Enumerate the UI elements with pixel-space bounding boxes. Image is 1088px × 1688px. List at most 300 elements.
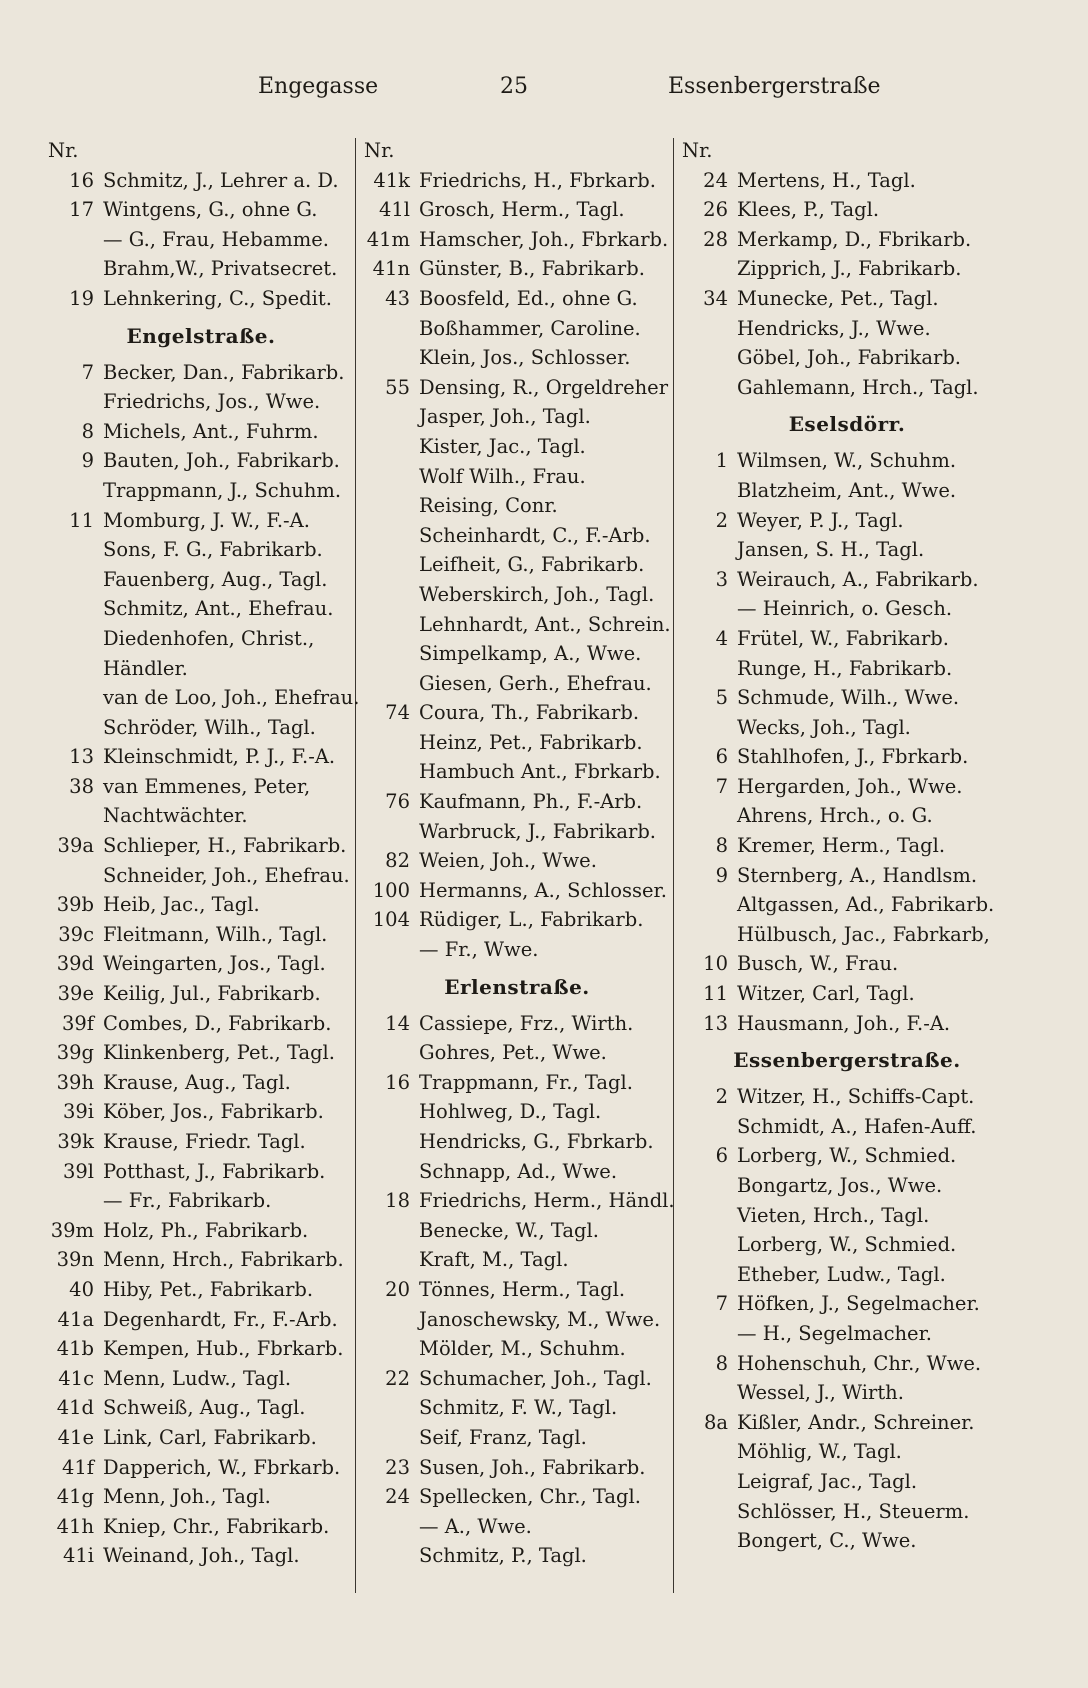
house-number: 3 <box>715 567 728 591</box>
street-heading: Engelstraße. <box>126 323 276 348</box>
resident-text: Spellecken, Chr., Tagl. <box>419 1485 641 1509</box>
resident-text: Hergarden, Joh., Wwe. <box>737 774 963 798</box>
house-number: 26 <box>703 198 728 222</box>
resident-entry <box>48 1038 354 1068</box>
resident-entry <box>682 1289 1012 1319</box>
column-divider <box>673 138 674 1593</box>
resident-entry <box>48 1305 354 1335</box>
resident-entry <box>364 639 670 669</box>
resident-entry <box>48 979 354 1009</box>
resident-text: Scheinhardt, C., F.-Arb. <box>419 523 651 547</box>
resident-text: Wessel, J., Wirth. <box>737 1381 904 1405</box>
resident-entry <box>364 1216 670 1246</box>
resident-text: Simpelkamp, A., Wwe. <box>419 642 642 666</box>
resident-text: Weien, Joh., Wwe. <box>419 849 597 873</box>
resident-entry <box>48 417 354 447</box>
house-number: 41l <box>378 198 410 222</box>
resident-entry <box>364 1334 670 1364</box>
house-number: 7 <box>715 774 728 798</box>
resident-text: Schnapp, Ad., Wwe. <box>419 1159 618 1183</box>
resident-entry <box>364 314 670 344</box>
house-number: 43 <box>385 286 410 310</box>
resident-text: Günster, B., Fabrikarb. <box>419 257 645 281</box>
resident-entry <box>364 254 670 284</box>
house-number: 2 <box>715 508 728 532</box>
resident-entry <box>364 166 670 196</box>
resident-entry <box>364 1068 670 1098</box>
resident-entry <box>364 195 670 225</box>
resident-text: Etheber, Ludw., Tagl. <box>737 1262 946 1286</box>
resident-text: Seif, Franz, Tagl. <box>419 1425 587 1449</box>
house-number: 41b <box>56 1337 94 1361</box>
house-number: 55 <box>385 375 410 399</box>
resident-entry <box>48 1127 354 1157</box>
resident-text: Witzer, H., Schiffs-Capt. <box>737 1085 975 1109</box>
resident-text: Witzer, Carl, Tagl. <box>737 982 915 1006</box>
resident-entry <box>682 535 1012 565</box>
house-number: 41c <box>58 1366 94 1390</box>
resident-text: Schmude, Wilh., Wwe. <box>737 686 960 710</box>
house-number: 8 <box>715 834 728 858</box>
resident-text: Friedrichs, H., Fbrkarb. <box>419 168 656 192</box>
resident-entry <box>48 624 354 654</box>
resident-text: Kniep, Chr., Fabrikarb. <box>103 1514 330 1538</box>
resident-entry <box>48 195 354 225</box>
resident-text: Warbruck, J., Fabrikarb. <box>419 819 657 843</box>
resident-text: Klees, P., Tagl. <box>737 198 880 222</box>
resident-text: Kleinschmidt, P. J., F.-A. <box>103 745 336 769</box>
header-first-street: Engegasse <box>258 74 379 99</box>
house-number: 41m <box>366 227 410 251</box>
column-divider <box>355 138 356 1593</box>
resident-entry <box>364 1275 670 1305</box>
house-number: 18 <box>385 1189 410 1213</box>
resident-text: Coura, Th., Fabrikarb. <box>419 701 640 725</box>
resident-entry <box>48 861 354 891</box>
house-number: 39d <box>56 952 94 976</box>
resident-entry <box>682 166 1012 196</box>
resident-text: Combes, D., Fabrikarb. <box>103 1011 332 1035</box>
resident-text: Hiby, Pet., Fabrikarb. <box>103 1277 314 1301</box>
resident-text: Benecke, W., Tagl. <box>419 1218 599 1242</box>
house-number: 1 <box>715 449 728 473</box>
street-heading: Erlenstraße. <box>444 974 590 999</box>
resident-entry <box>48 1216 354 1246</box>
resident-entry <box>364 1127 670 1157</box>
resident-entry <box>48 949 354 979</box>
resident-text: Brahm,W., Privatsecret. <box>103 257 338 281</box>
resident-text: Trappmann, J., Schuhm. <box>103 478 342 502</box>
resident-text: Menn, Ludw., Tagl. <box>103 1366 292 1390</box>
resident-entry <box>682 979 1012 1009</box>
resident-entry <box>48 654 354 684</box>
house-number: 39k <box>57 1130 94 1153</box>
resident-entry <box>364 1009 670 1039</box>
house-number: 41n <box>372 257 410 281</box>
house-number: 39h <box>56 1070 94 1094</box>
resident-text: Boßhammer, Caroline. <box>419 316 641 340</box>
house-number: 39n <box>56 1248 94 1272</box>
resident-entry <box>48 1453 354 1483</box>
house-number: 41f <box>61 1455 94 1479</box>
house-number: 39e <box>57 982 94 1006</box>
house-number: 8 <box>81 419 94 443</box>
house-number: 7 <box>81 360 94 384</box>
resident-entry <box>364 1453 670 1483</box>
resident-entry <box>682 772 1012 802</box>
resident-entry <box>48 1157 354 1187</box>
resident-text: van de Loo, Joh., Ehefrau. <box>103 686 360 710</box>
house-number: 39g <box>56 1041 94 1065</box>
resident-entry <box>682 446 1012 476</box>
resident-text: Schmitz, J., Lehrer a. D. <box>103 168 339 192</box>
resident-text: Höfken, J., Segelmacher. <box>737 1292 980 1316</box>
resident-entry <box>364 343 670 373</box>
resident-entry <box>48 225 354 255</box>
resident-text: Klein, Jos., Schlosser. <box>419 346 631 370</box>
resident-text: Schröder, Wilh., Tagl. <box>103 715 316 739</box>
house-number: 6 <box>715 1144 728 1168</box>
resident-entry <box>682 713 1012 743</box>
resident-text: Zipprich, J., Fabrikarb. <box>737 257 962 281</box>
resident-entry <box>48 1482 354 1512</box>
resident-entry <box>364 1512 670 1542</box>
resident-text: Friedrichs, Herm., Händl. <box>419 1189 675 1213</box>
resident-text: Hülbusch, Jac., Fabrkarb, <box>737 922 990 946</box>
resident-text: Keilig, Jul., Fabrikarb. <box>103 982 321 1006</box>
resident-text: — Fr., Wwe. <box>419 938 539 962</box>
resident-text: Grosch, Herm., Tagl. <box>419 198 625 222</box>
resident-text: Köber, Jos., Fabrikarb. <box>103 1100 324 1124</box>
resident-entry <box>364 402 670 432</box>
resident-entry <box>682 594 1012 624</box>
resident-entry <box>682 314 1012 344</box>
resident-entry <box>48 713 354 743</box>
resident-text: Holz, Ph., Fabrikarb. <box>103 1218 309 1242</box>
resident-entry <box>48 387 354 417</box>
resident-entry <box>48 166 354 196</box>
house-number: 40 <box>69 1277 94 1301</box>
resident-text: Hendricks, J., Wwe. <box>737 316 931 340</box>
house-number: 41g <box>56 1485 94 1509</box>
nr-label <box>48 136 354 166</box>
resident-text: — A., Wwe. <box>419 1514 532 1538</box>
resident-text: Hamscher, Joh., Fbrkarb. <box>419 227 669 251</box>
resident-entry <box>364 550 670 580</box>
resident-text: Hambuch Ant., Fbrkarb. <box>419 760 661 784</box>
house-number: 16 <box>69 168 94 192</box>
resident-text: — Heinrich, o. Gesch. <box>737 597 953 621</box>
resident-text: Weinand, Joh., Tagl. <box>103 1544 300 1568</box>
resident-text: Mölder, M., Schuhm. <box>419 1337 626 1361</box>
resident-entry <box>682 1349 1012 1379</box>
column-2 <box>364 136 675 1571</box>
resident-text: Janoschewsky, M., Wwe. <box>419 1307 661 1331</box>
house-number: 19 <box>69 286 94 310</box>
house-number: 41a <box>57 1307 94 1331</box>
resident-entry <box>48 801 354 831</box>
resident-text: Jasper, Joh., Tagl. <box>419 405 591 429</box>
resident-text: Wecks, Joh., Tagl. <box>737 715 911 739</box>
resident-text: Giesen, Gerh., Ehefrau. <box>419 671 652 695</box>
resident-text: Lehnhardt, Ant., Schrein. <box>419 612 671 636</box>
resident-text: Schneider, Joh., Ehefrau. <box>103 863 350 887</box>
resident-text: — G., Frau, Hebamme. <box>103 227 329 251</box>
resident-text: Schlösser, H., Steuerm. <box>737 1499 970 1523</box>
resident-text: Kißler, Andr., Schreiner. <box>737 1410 975 1434</box>
resident-entry <box>682 801 1012 831</box>
resident-entry <box>48 1186 354 1216</box>
resident-entry <box>364 1038 670 1068</box>
resident-text: Kempen, Hub., Fbrkarb. <box>103 1337 344 1361</box>
resident-entry <box>48 772 354 802</box>
resident-text: Lorberg, W., Schmied. <box>737 1144 957 1168</box>
resident-entry <box>682 225 1012 255</box>
resident-text: Rüdiger, L., Fabrikarb. <box>419 908 644 932</box>
resident-entry <box>48 535 354 565</box>
resident-entry <box>364 580 670 610</box>
resident-entry <box>682 1230 1012 1260</box>
resident-entry <box>682 1526 1012 1556</box>
resident-entry <box>48 1364 354 1394</box>
resident-entry <box>682 1009 1012 1039</box>
house-number: 11 <box>69 508 94 532</box>
resident-entry <box>682 654 1012 684</box>
resident-text: Göbel, Joh., Fabrikarb. <box>737 346 962 370</box>
house-number: 7 <box>715 1292 728 1316</box>
resident-entry <box>48 1068 354 1098</box>
nr-label-text: Nr. <box>48 139 79 162</box>
resident-text: Michels, Ant., Fuhrm. <box>103 419 319 443</box>
house-number: 38 <box>69 774 94 798</box>
resident-entry <box>364 757 670 787</box>
resident-text: Schweiß, Aug., Tagl. <box>103 1396 306 1420</box>
resident-text: Lehnkering, C., Spedit. <box>103 286 332 310</box>
resident-entry <box>682 1467 1012 1497</box>
resident-text: Sternberg, A., Handlsm. <box>737 863 978 887</box>
resident-text: Diedenhofen, Christ., <box>103 626 315 650</box>
house-number: 39l <box>62 1159 94 1183</box>
resident-text: Fauenberg, Aug., Tagl. <box>103 567 328 591</box>
house-number: 5 <box>715 686 728 710</box>
nr-label <box>682 136 1012 166</box>
resident-entry <box>48 358 354 388</box>
page-number: 25 <box>500 74 528 99</box>
resident-entry <box>364 1364 670 1394</box>
resident-entry <box>364 817 670 847</box>
resident-entry <box>682 195 1012 225</box>
resident-entry <box>364 905 670 935</box>
house-number: 6 <box>715 745 728 769</box>
resident-text: Hendricks, G., Fbrkarb. <box>419 1130 654 1153</box>
resident-text: Krause, Friedr. Tagl. <box>103 1130 306 1153</box>
house-number: 9 <box>81 449 94 473</box>
house-number: 39m <box>50 1218 94 1242</box>
house-number: 10 <box>703 952 728 976</box>
resident-entry <box>682 476 1012 506</box>
resident-entry <box>48 920 354 950</box>
resident-text: Krause, Aug., Tagl. <box>103 1070 291 1094</box>
resident-entry <box>364 284 670 314</box>
resident-entry <box>364 698 670 728</box>
house-number: 74 <box>385 701 410 725</box>
house-number: 2 <box>715 1085 728 1109</box>
house-number: 39c <box>58 922 94 946</box>
house-number: 11 <box>703 982 728 1006</box>
resident-entry <box>682 1260 1012 1290</box>
house-number: 17 <box>69 198 94 222</box>
house-number: 16 <box>385 1070 410 1094</box>
house-number: 34 <box>703 286 728 310</box>
resident-entry <box>48 594 354 624</box>
resident-text: Boosfeld, Ed., ohne G. <box>419 286 638 310</box>
resident-text: Weirauch, A., Fabrikarb. <box>737 567 979 591</box>
resident-text: Leifheit, G., Fabrikarb. <box>419 553 645 577</box>
resident-entry <box>364 432 670 462</box>
street-heading: Eselsdörr. <box>788 412 906 437</box>
resident-entry <box>682 1201 1012 1231</box>
resident-text: Schlieper, H., Fabrikarb. <box>103 834 347 858</box>
resident-text: Menn, Joh., Tagl. <box>103 1485 271 1509</box>
resident-text: Mertens, H., Tagl. <box>737 168 916 192</box>
resident-entry <box>682 1319 1012 1349</box>
column-1 <box>48 136 360 1571</box>
resident-text: Becker, Dan., Fabrikarb. <box>103 360 345 384</box>
house-number: 22 <box>385 1366 410 1390</box>
resident-text: Menn, Hrch., Fabrikarb. <box>103 1248 344 1272</box>
house-number: 24 <box>703 168 728 192</box>
resident-text: van Emmenes, Peter, <box>103 774 311 798</box>
resident-text: Sons, F. G., Fabrikarb. <box>103 538 323 562</box>
resident-text: Merkamp, D., Fbrikarb. <box>737 227 972 251</box>
resident-text: Link, Carl, Fabrikarb. <box>103 1425 317 1449</box>
resident-entry <box>48 1334 354 1364</box>
resident-entry <box>48 254 354 284</box>
resident-entry <box>682 1437 1012 1467</box>
resident-entry <box>682 624 1012 654</box>
resident-entry <box>682 1082 1012 1112</box>
house-number: 82 <box>385 849 410 873</box>
resident-entry <box>364 462 670 492</box>
resident-text: Händler. <box>103 656 188 680</box>
resident-entry <box>364 1541 670 1571</box>
resident-entry <box>364 1305 670 1335</box>
resident-text: Klinkenberg, Pet., Tagl. <box>103 1041 335 1065</box>
house-number: 13 <box>69 745 94 769</box>
resident-entry <box>364 1482 670 1512</box>
resident-entry <box>364 1423 670 1453</box>
house-number: 9 <box>715 863 728 887</box>
resident-entry <box>682 1112 1012 1142</box>
resident-text: Dapperich, W., Fbrkarb. <box>103 1455 341 1479</box>
resident-text: Vieten, Hrch., Tagl. <box>737 1203 930 1227</box>
resident-text: Hohlweg, D., Tagl. <box>419 1100 602 1124</box>
resident-entry <box>682 1497 1012 1527</box>
resident-text: Schumacher, Joh., Tagl. <box>419 1366 652 1390</box>
house-number: 4 <box>715 626 728 650</box>
resident-text: Kremer, Herm., Tagl. <box>737 834 946 858</box>
resident-entry <box>48 446 354 476</box>
house-number: 14 <box>385 1011 410 1035</box>
resident-entry <box>48 1245 354 1275</box>
resident-text: Wolf Wilh., Frau. <box>419 464 586 488</box>
resident-text: Fleitmann, Wilh., Tagl. <box>103 922 328 946</box>
resident-entry <box>48 1393 354 1423</box>
resident-entry <box>364 1393 670 1423</box>
resident-entry <box>682 343 1012 373</box>
house-number: 41i <box>62 1544 94 1568</box>
resident-entry <box>48 1541 354 1571</box>
resident-text: Densing, R., Orgeldreher <box>419 375 669 399</box>
resident-entry <box>48 1009 354 1039</box>
resident-text: Hermanns, A., Schlosser. <box>419 878 667 902</box>
resident-text: Hausmann, Joh., F.-A. <box>737 1011 951 1035</box>
resident-text: Bongert, C., Wwe. <box>737 1529 917 1553</box>
resident-text: Potthast, J., Fabrikarb. <box>103 1159 326 1183</box>
resident-text: Cassiepe, Frz., Wirth. <box>419 1011 634 1035</box>
resident-text: Kister, Jac., Tagl. <box>419 434 586 458</box>
resident-entry <box>48 476 354 506</box>
resident-text: Schmitz, Ant., Ehefrau. <box>103 597 334 621</box>
resident-entry <box>682 742 1012 772</box>
house-number: 41e <box>57 1425 94 1449</box>
resident-entry <box>48 565 354 595</box>
house-number: 8 <box>715 1351 728 1375</box>
column-3 <box>682 136 1012 1556</box>
resident-text: Degenhardt, Fr., F.-Arb. <box>103 1307 338 1331</box>
page-header <box>0 74 1088 114</box>
resident-entry <box>364 787 670 817</box>
resident-entry <box>48 506 354 536</box>
resident-text: Momburg, J. W., F.-A. <box>103 508 310 532</box>
house-number: 100 <box>372 878 410 902</box>
resident-entry <box>682 920 1012 950</box>
resident-entry <box>682 565 1012 595</box>
nr-label <box>364 136 670 166</box>
resident-text: Ahrens, Hrch., o. G. <box>737 804 933 828</box>
house-number: 41k <box>373 168 410 192</box>
nr-label-text: Nr. <box>682 139 713 162</box>
resident-text: Bongartz, Jos., Wwe. <box>737 1174 943 1197</box>
house-number: 20 <box>385 1277 410 1301</box>
resident-entry <box>48 1097 354 1127</box>
resident-text: Susen, Joh., Fabrikarb. <box>419 1455 646 1479</box>
resident-text: — H., Segelmacher. <box>737 1321 932 1345</box>
resident-entry <box>682 683 1012 713</box>
resident-entry <box>364 610 670 640</box>
resident-entry <box>364 1157 670 1187</box>
resident-entry <box>364 373 670 403</box>
house-number: 76 <box>385 790 410 814</box>
resident-entry <box>364 1097 670 1127</box>
resident-text: Stahlhofen, J., Fbrkarb. <box>737 745 969 769</box>
house-number: 28 <box>703 227 728 251</box>
resident-entry <box>364 1245 670 1275</box>
resident-entry <box>682 373 1012 403</box>
resident-entry <box>682 861 1012 891</box>
resident-text: Munecke, Pet., Tagl. <box>737 286 939 310</box>
resident-entry <box>364 669 670 699</box>
resident-text: Leigraf, Jac., Tagl. <box>737 1469 918 1493</box>
resident-entry <box>48 1512 354 1542</box>
resident-text: Schmitz, P., Tagl. <box>419 1544 587 1568</box>
resident-text: Weingarten, Jos., Tagl. <box>103 952 326 976</box>
resident-text: Nachtwächter. <box>103 804 248 828</box>
resident-text: Friedrichs, Jos., Wwe. <box>103 390 321 414</box>
resident-text: Jansen, S. H., Tagl. <box>737 538 925 562</box>
resident-text: Tönnes, Herm., Tagl. <box>419 1277 626 1301</box>
house-number: 39i <box>62 1100 94 1124</box>
